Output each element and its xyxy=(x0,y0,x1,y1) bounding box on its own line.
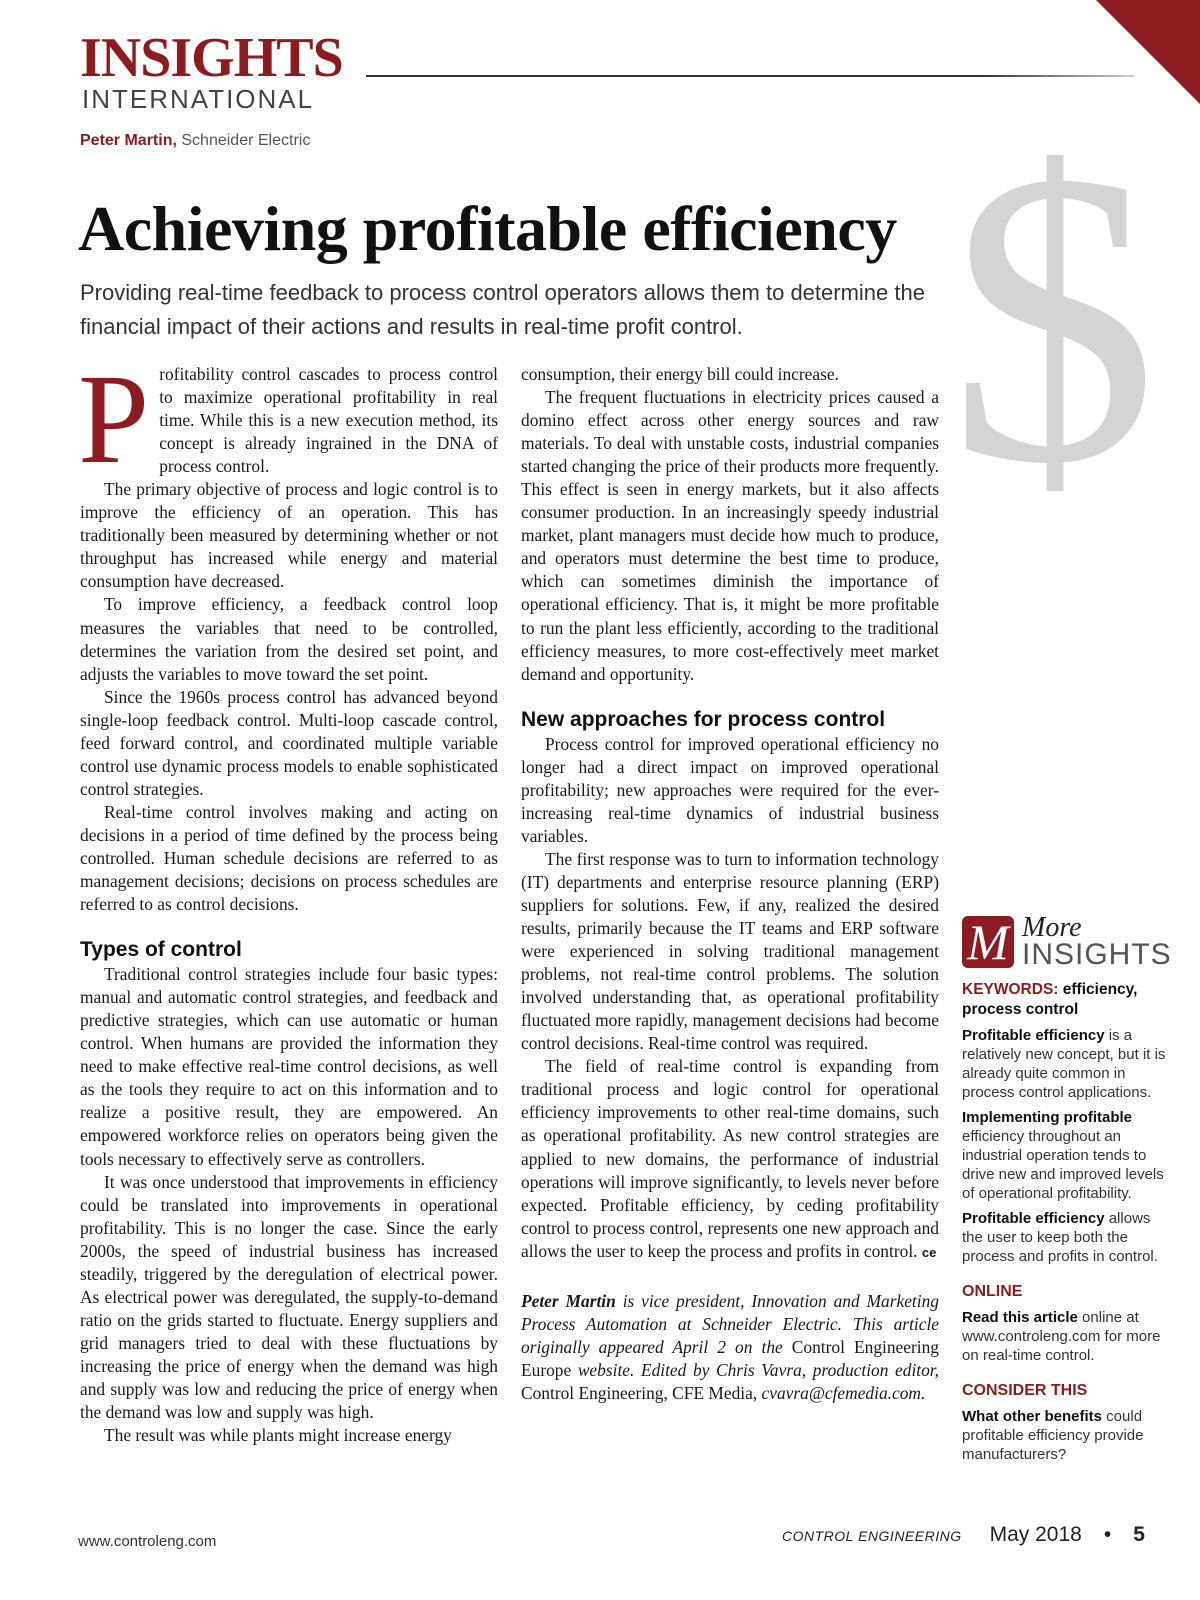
sidebar-point: Implementing profitable efficiency throughout an industrial operation tends to drive new and improved levels of operational profitability. xyxy=(962,1109,1164,1202)
logo-more: More xyxy=(1022,912,1082,943)
dollar-watermark: $ xyxy=(948,85,1158,550)
footer-folio xyxy=(782,1523,1145,1547)
article-column-1 xyxy=(78,348,498,1447)
bullet: • xyxy=(1103,1523,1112,1546)
subheading: New approaches for process control xyxy=(521,707,886,731)
paragraph: Since the 1960s process control has advanced beyond single-loop feedback control. Multi-loop cascade control, feed forward control, and coordinated multiple variable control use dynamic process models to enable sophisticated control strategies. xyxy=(80,686,498,799)
deck: Providing real-time feedback to process control operators allows them to determine the financial impact of their actions and results in real-time profit control. xyxy=(80,280,925,339)
footer-website[interactable]: www.controleng.com xyxy=(78,1533,217,1550)
paragraph: It was once understood that improvements in efficiency could be translated into improvements in operational profitability. This is no longer the case. Since the early 2000s, the speed of industrial business has increased steadily, triggered by the deregulation of electrical power. As electrical power was deregulated, the supply-to-demand ratio on the grids started to fluctuate. Energy suppliers and grid managers tried to deal with these fluctuations by increasing the price of energy when the demand was high and supply was low and reducing the price of energy when the demand was low and supply was high. xyxy=(80,1171,498,1423)
byline xyxy=(80,132,310,150)
paragraph: The result was while plants might increase energy xyxy=(104,1425,452,1446)
author-bio: Peter Martin is vice president, Innovation and Marketing Process Automation at Schneider Electric. This article originally appeared April 2 on the Control Engineering Europe website. Edited by Chris Vavra, production editor, Control Engineering, CFE Media, cvavra@cfemedia.com. xyxy=(521,1290,939,1403)
author-org: Schneider Electric xyxy=(181,132,311,149)
more-insights-sidebar xyxy=(962,914,1172,1464)
paragraph: Real-time control involves making and acting on decisions in a period of time defined by the process being controlled. Human schedule decisions are referred to as management decisions; decisions on process schedules are referred to as control decisions. xyxy=(80,801,498,915)
online-text: Read this article online at www.controleng.com for more on real-time control. xyxy=(962,1309,1161,1364)
issue-date: May 2018 xyxy=(989,1523,1082,1546)
paragraph: Process control for improved operational efficiency no longer had a direct impact on improved operational profitability; new approaches were required for the ever-increasing real-time dynamics of industrial business variables. xyxy=(521,733,939,846)
drop-cap: P xyxy=(78,348,150,490)
section-title: INSIGHTS xyxy=(80,27,343,89)
online-label: ONLINE xyxy=(962,1283,1023,1300)
keywords: KEYWORDS: efficiency, process control xyxy=(962,981,1138,1018)
headline: Achieving profitable efficiency xyxy=(78,193,897,264)
sidebar-point: Profitable efficiency is a relatively new concept, but it is already quite common in process control applications. xyxy=(962,1027,1166,1101)
section-subtitle: INTERNATIONAL xyxy=(82,84,315,114)
end-mark: ce xyxy=(921,1244,937,1260)
consider-label: CONSIDER THIS xyxy=(962,1382,1088,1399)
magazine-name: CONTROL ENGINEERING xyxy=(782,1528,962,1544)
paragraph: Traditional control strategies include four basic types: manual and automatic control strategies, and feedback and predictive strategies, which can use automatic or human control. When humans are provided the information they need to make effective real-time control decisions, as well as the tools they require to act on this information and to realize a positive result, they are empowered. An empowered workforce relies on operators being given the tools necessary to effectively serve as controllers. xyxy=(80,964,498,1169)
logo-insights: INSIGHTS xyxy=(1022,938,1172,971)
subheading: Types of control xyxy=(80,938,242,962)
sidebar-point: Profitable efficiency allows the user to keep both the process and profits in control. xyxy=(962,1210,1158,1265)
m-logo-icon: M xyxy=(962,916,1014,968)
paragraph: Profitability control cascades to process control to maximize operational profitability in real time. While this is a new execution method, its concept is already ingrained in the DNA of process control. xyxy=(78,348,498,490)
author-name: Peter Martin, xyxy=(80,132,177,149)
bio-name: Peter Martin xyxy=(521,1290,616,1311)
paragraph: The field of real-time control is expanding from traditional process and logic control for operational efficiency improvements to other real-time domains, such as operational profitability. As new control strategies are applied to new domains, the performance of industrial operations will improve significantly, to levels never before expected. Profitable efficiency, by ceding profitability control to process control, represents one new approach and allows the user to keep the process and profits in control. ce xyxy=(521,1056,939,1261)
paragraph: The primary objective of process and logic control is to improve the efficiency of an operation. This has traditionally been measured by determining whether or not throughput has increased while energy and material consumption have decreased. xyxy=(80,479,498,592)
paragraph: The first response was to turn to information technology (IT) departments and enterprise resource planning (ERP) suppliers for solutions. Few, if any, realized the desired results, primarily because the IT teams and ERP software were experienced in solving traditional management problems, not real-time control problems. The solution involved understanding that, as operational profitability fluctuated more rapidly, management decisions had become control decisions. Real-time control was required. xyxy=(521,848,939,1054)
paragraph: The frequent fluctuations in electricity prices caused a domino effect across other energy sources and raw materials. To deal with unstable costs, industrial companies started changing the price of their products more frequently. This effect is seen in energy markets, but it also affects consumer production. In an increasingly speedy industrial market, plant managers must decide how much to produce, and operators must determine the best time to produce, which can sometimes diminish the importance of operational efficiency. That is, it might be more profitable to run the plant less efficiently, according to the traditional efficiency measures, to more cost-effectively meet market demand and opportunity. xyxy=(521,387,939,684)
header-rule xyxy=(366,75,1134,77)
page-number: 5 xyxy=(1133,1523,1145,1546)
paragraph: To improve efficiency, a feedback control loop measures the variables that need to be controlled, determines the variation from the desired set point, and adjusts the variables to move toward the set point. xyxy=(80,594,498,684)
keywords-label: KEYWORDS: xyxy=(962,981,1059,998)
consider-text: What other benefits could profitable efficiency provide manufacturers? xyxy=(962,1408,1144,1463)
more-insights-logo xyxy=(962,914,1172,970)
paragraph: consumption, their energy bill could increase. xyxy=(521,364,839,384)
article-column-2 xyxy=(521,363,939,1405)
